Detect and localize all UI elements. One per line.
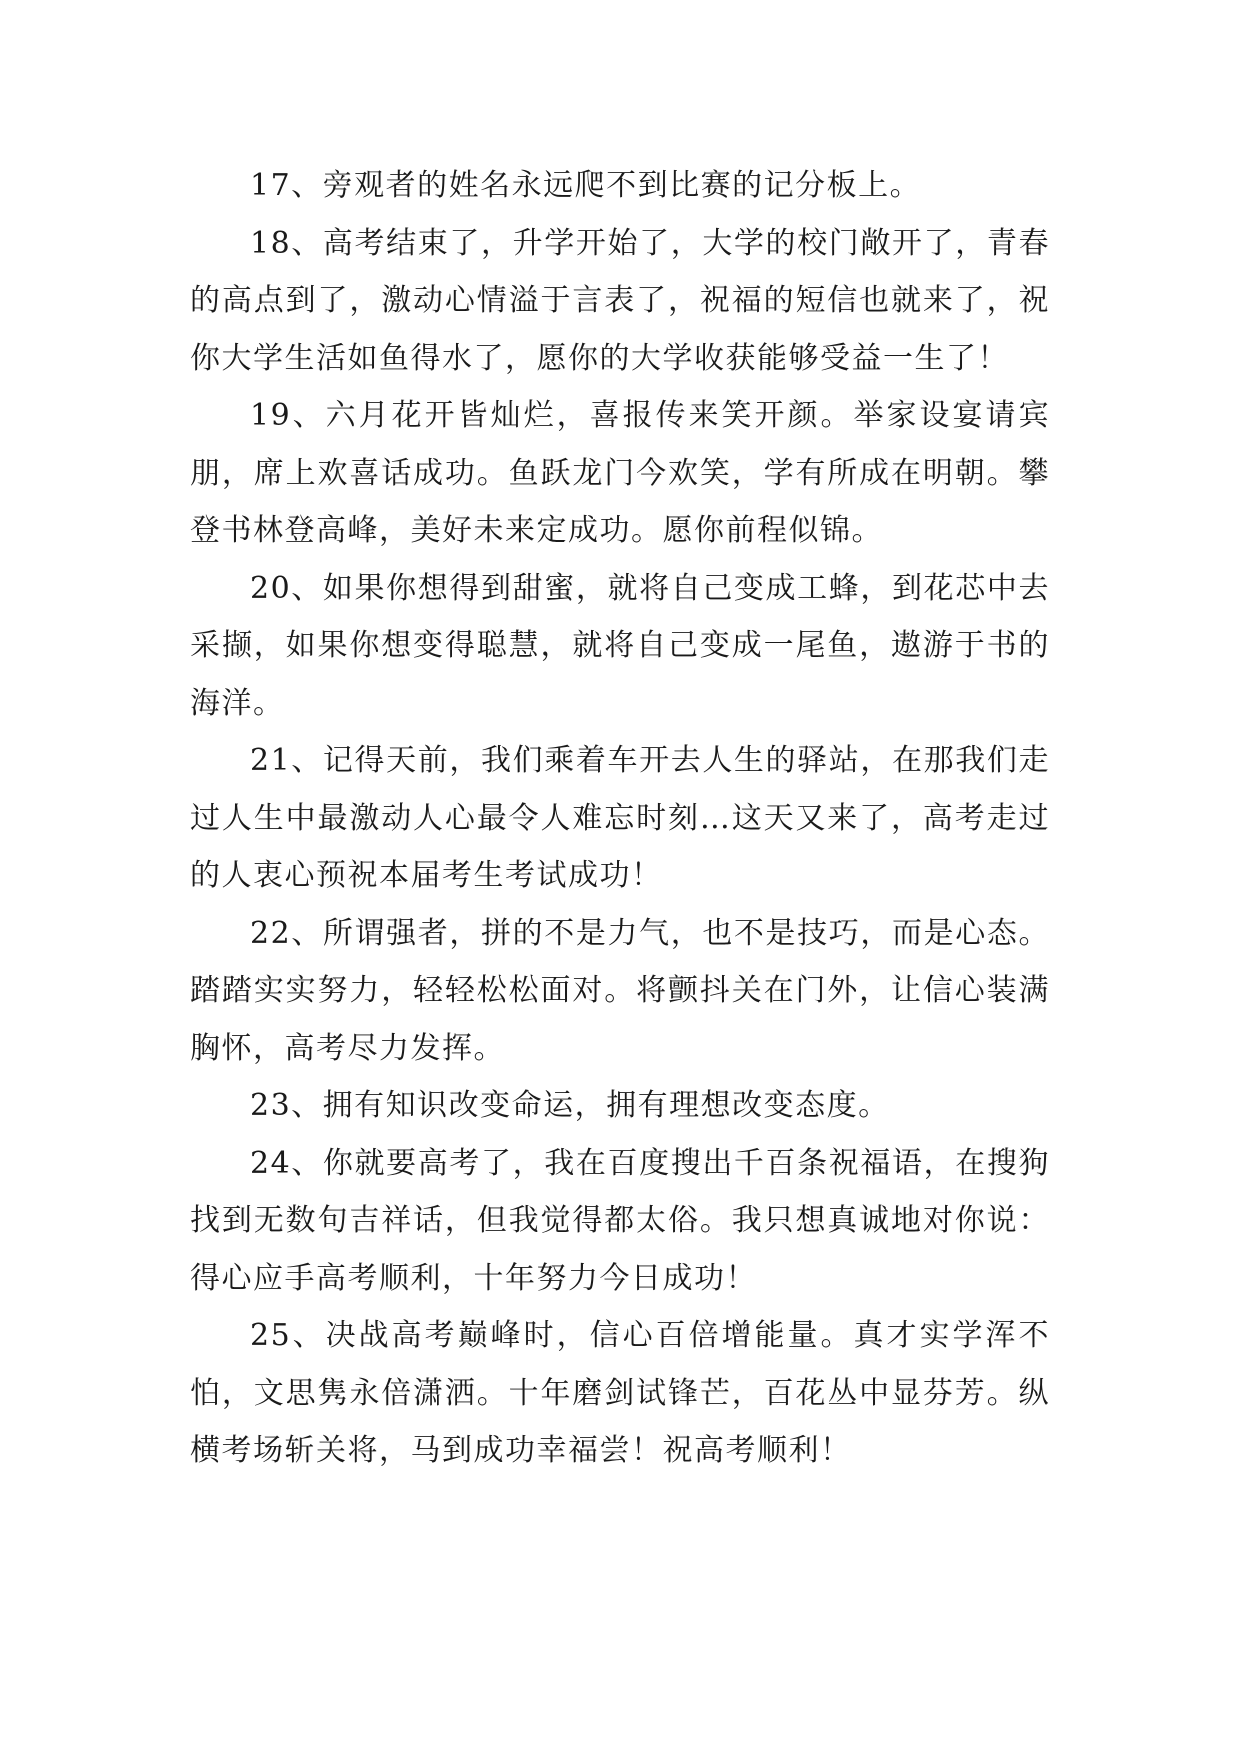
paragraph-21: 21、记得天前，我们乘着车开去人生的驿站，在那我们走过人生中最激动人心最令人难忘时刻…这天又来了，高考走过的人衷心预祝本届考生考试成功！ [190, 743, 1050, 893]
paragraph-22: 22、所谓强者，拼的不是力气，也不是技巧，而是心态。踏踏实实努力，轻轻松松面对。将颤抖关在门外，让信心装满胸怀，高考尽力发挥。 [190, 915, 1050, 1066]
document-body [190, 157, 1050, 1480]
paragraph-20: 20、如果你想得到甜蜜，就将自己变成工蜂，到花芯中去采撷，如果你想变得聪慧，就将自己变成一尾鱼，遨游于书的海洋。 [190, 570, 1050, 721]
paragraph-18: 18、高考结束了，升学开始了，大学的校门敞开了，青春的高点到了，激动心情溢于言表了，祝福的短信也就来了，祝你大学生活如鱼得水了，愿你的大学收获能够受益一生了！ [190, 225, 1050, 376]
paragraph-19: 19、六月花开皆灿烂，喜报传来笑开颜。举家设宴请宾朋，席上欢喜话成功。鱼跃龙门今欢笑，学有所成在明朝。攀登书林登高峰，美好未来定成功。愿你前程似锦。 [190, 398, 1050, 548]
paragraph-17: 17、旁观者的姓名永远爬不到比赛的记分板上。 [250, 168, 922, 203]
paragraph-24: 24、你就要高考了，我在百度搜出千百条祝福语，在搜狗找到无数句吉祥话，但我觉得都太俗。我只想真诚地对你说：得心应手高考顺利，十年努力今日成功！ [190, 1145, 1050, 1296]
paragraph-23: 23、拥有知识改变命运，拥有理想改变态度。 [250, 1088, 890, 1123]
paragraph-25: 25、决战高考巅峰时，信心百倍增能量。真才实学浑不怕，文思隽永倍潇洒。十年磨剑试锋芒，百花丛中显芬芳。纵横考场斩关将，马到成功幸福尝！祝高考顺利！ [190, 1318, 1050, 1468]
